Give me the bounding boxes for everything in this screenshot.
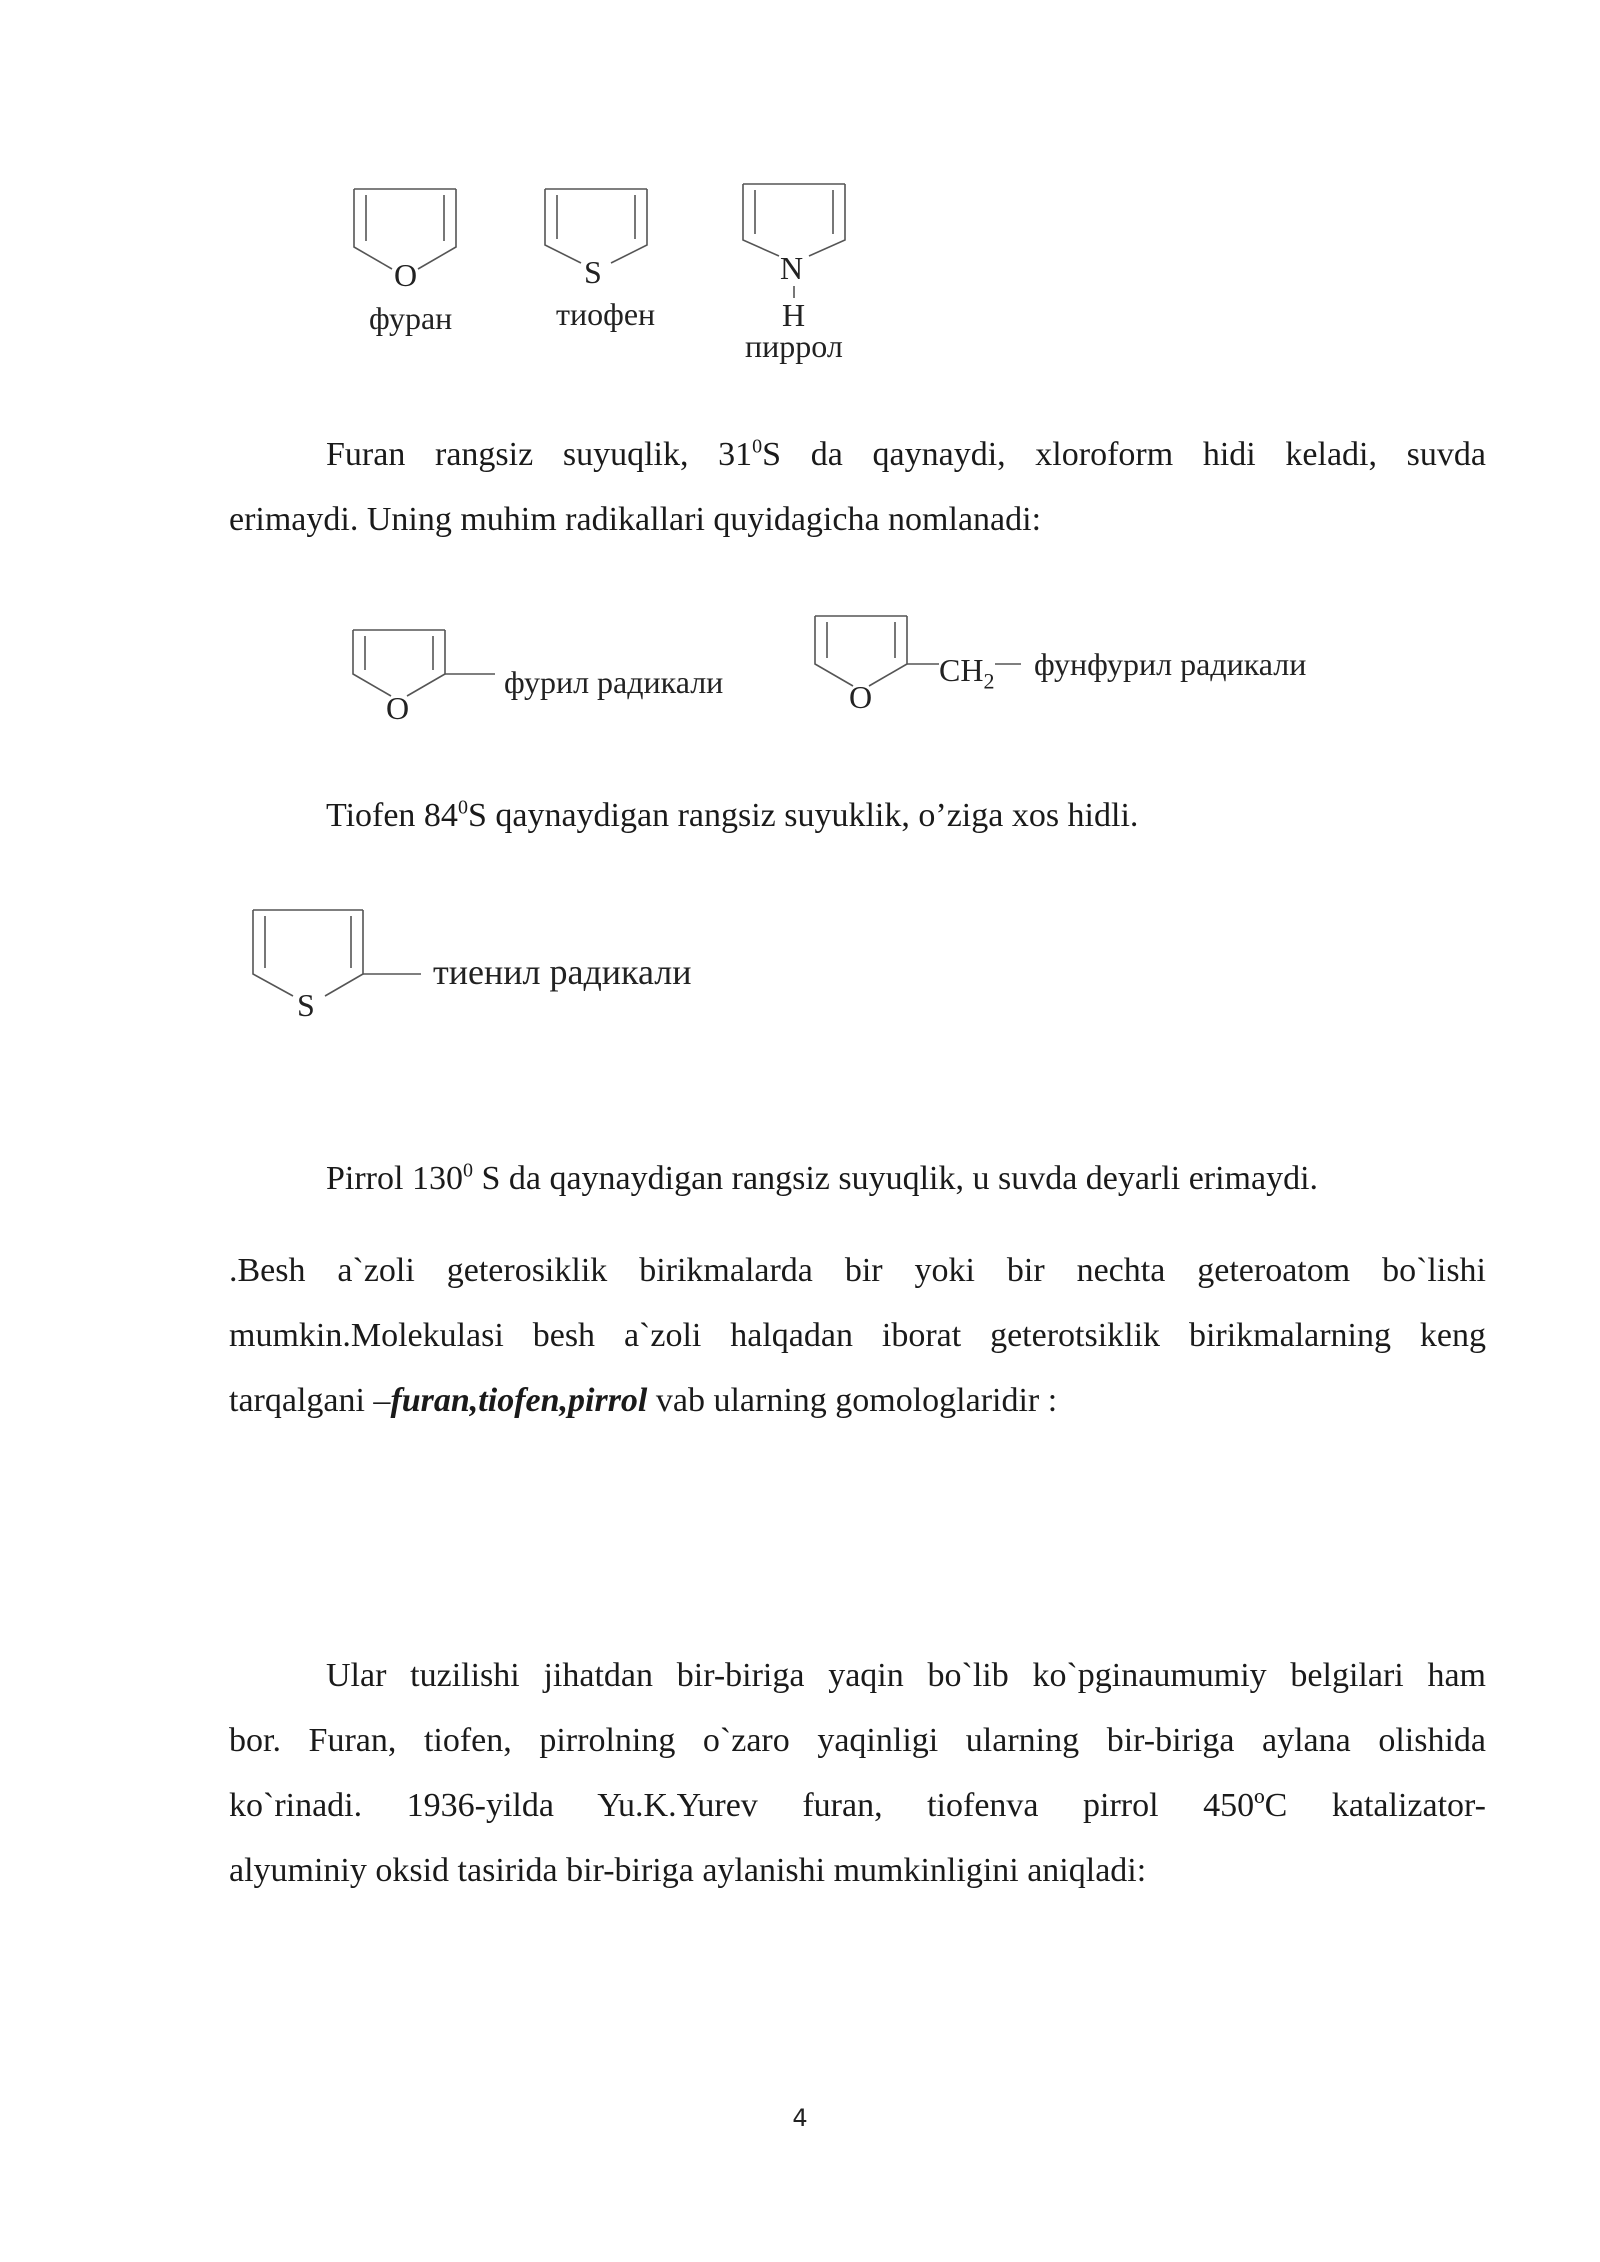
- furyl-oxygen: O: [386, 690, 410, 726]
- paragraph-heterocycles-line-2: mumkin.Molekulasi besh a`zoli halqadan iborat geterotsiklik birikmalarning keng: [229, 1317, 1486, 1354]
- furyl-radical-label: фурил радикали: [504, 664, 724, 700]
- furfuryl-ch2-group: $CH_2$: [939, 652, 995, 694]
- pyrrole-ring: [739, 180, 849, 310]
- paragraph-furan-line-1: Furan rangsiz suyuqlik, $31^0S$ da qaynaydi, xloroform hidi keladi, suvda: [326, 435, 1486, 473]
- thienyl-sulfur: S: [297, 987, 315, 1023]
- paragraph-furan: [229, 422, 1486, 552]
- page-number: 4: [792, 2104, 808, 2132]
- paragraph-yurev-line-3: ko`rinadi. 1936-yilda Yu.K.Yurev furan, tiofenva pirrol 450ºC katalizator-: [229, 1787, 1486, 1824]
- paragraph-heterocycles-line-1: .Besh a`zoli geterosiklik birikmalarda bir yoki bir nechta geteroatom bo`lishi: [229, 1252, 1486, 1289]
- furfuryl-radical-label: фунфурил радикали: [1034, 646, 1307, 682]
- paragraph-heterocycles: [229, 1238, 1486, 1433]
- pyrrole-label: пиррол: [745, 328, 843, 364]
- furfuryl-ring: [811, 612, 1031, 702]
- paragraph-thiophene-line-1: Tiofen $84^0S$ qaynaydigan rangsiz suyuklik, o’ziga xos hidli.: [326, 796, 1139, 834]
- furfuryl-oxygen: O: [849, 679, 873, 715]
- paragraph-furan-line-2: erimaydi. Uning muhim radikallari quyidagicha nomlanadi:: [229, 501, 1042, 538]
- paragraph-thiophene: [229, 783, 1486, 848]
- thiophene-sulfur: S: [584, 254, 602, 290]
- pyrrole-hydrogen: H: [782, 297, 806, 333]
- paragraph-pyrrole: [229, 1146, 1486, 1211]
- furan-label: фуран: [369, 300, 453, 336]
- furan-oxygen: O: [394, 257, 418, 293]
- paragraph-yurev: [229, 1643, 1486, 1903]
- thienyl-ring: [249, 906, 429, 1006]
- thiophene-label: тиофен: [556, 296, 656, 332]
- paragraph-yurev-line-4: alyuminiy oksid tasirida bir-biriga aylanishi mumkinligini aniqladi:: [229, 1852, 1147, 1889]
- paragraph-yurev-line-2: bor. Furan, tiofen, pirrolning o`zaro yaqinligi ularning bir-biriga aylana olishida: [229, 1722, 1486, 1759]
- furyl-ring: [349, 626, 499, 716]
- paragraph-pyrrole-line-1: Pirrol $130^0$ S da qaynaydigan rangsiz suyuqlik, u suvda deyarli erimaydi.: [326, 1159, 1319, 1197]
- pyrrole-nitrogen: N: [780, 250, 804, 286]
- paragraph-heterocycles-line-3: tarqalgani –furan,tiofen,pirrol vab ularning gomologlaridir :: [229, 1382, 1058, 1419]
- paragraph-yurev-line-1: Ular tuzilishi jihatdan bir-biriga yaqin bo`lib ko`pginaumumiy belgilari ham: [326, 1657, 1486, 1694]
- thienyl-radical-label: тиенил радикали: [433, 952, 692, 992]
